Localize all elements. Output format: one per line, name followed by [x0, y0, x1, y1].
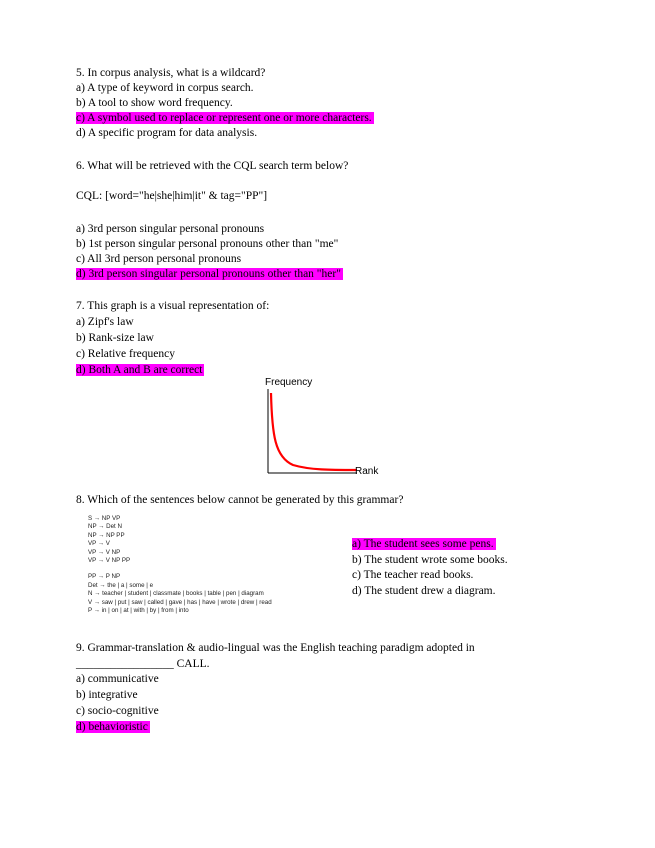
q8-question: 8. Which of the sentences below cannot be generated by this grammar?: [76, 494, 404, 506]
grammar-rule: S → NP VP: [88, 515, 121, 522]
q9-option-b: b) integrative: [76, 689, 138, 701]
zipf-graph: [255, 375, 395, 480]
q9-blank-line: _________________ CALL.: [76, 658, 210, 670]
grammar-rules: [88, 515, 333, 615]
grammar-rule: NP → Det N: [88, 523, 122, 531]
q9-option-a: a) communicative: [76, 673, 159, 685]
q6-question: 6. What will be retrieved with the CQL search term below?: [76, 160, 349, 172]
q5-option-b: b) A tool to show word frequency.: [76, 97, 233, 109]
q5-option-a: a) A type of keyword in corpus search.: [76, 82, 254, 94]
grammar-rule: VP → V NP PP: [88, 557, 131, 565]
grammar-rule: Det → the | a | some | e: [88, 581, 154, 589]
graph-y-label: Frequency: [265, 377, 313, 388]
q9-question: 9. Grammar-translation & audio-lingual was the English teaching paradigm adopted in: [76, 642, 475, 654]
q5-option-c: c) A symbol used to replace or represent one or more characters.: [76, 112, 372, 124]
q5-option-d: d) A specific program for data analysis.: [76, 127, 258, 139]
q6-option-d: d) 3rd person singular personal pronouns other than "her": [76, 268, 341, 280]
grammar-rule: NP → NP PP: [88, 531, 125, 539]
grammar-rule: VP → V: [88, 540, 110, 548]
q6-option-b: b) 1st person singular personal pronouns other than "me": [76, 238, 339, 250]
q7-option-b: b) Rank-size law: [76, 332, 154, 344]
grammar-rule: VP → V NP: [88, 548, 121, 556]
graph-x-label: Rank: [355, 466, 379, 477]
q8-option-b: b) The student wrote some books.: [352, 553, 508, 566]
q7-option-d: d) Both A and B are correct: [76, 364, 203, 376]
q8-option-d: d) The student drew a diagram.: [352, 584, 496, 597]
q8-option-a: a) The student sees some pens.: [352, 538, 494, 550]
q9-option-c: c) socio-cognitive: [76, 705, 159, 717]
grammar-gap: [88, 565, 333, 573]
q6-cql: CQL: [word="he|she|him|it" & tag="PP"]: [76, 190, 268, 202]
grammar-rule: P → in | on | at | with | by | from | into: [88, 607, 189, 615]
grammar-rule: V → saw | put | saw | called | gave | has | have | wrote | drew | read: [88, 598, 272, 606]
q9-option-d: d) behavioristic: [76, 721, 148, 733]
q7-question: 7. This graph is a visual representation of:: [76, 300, 270, 312]
q6-option-c: c) All 3rd person personal pronouns: [76, 253, 242, 265]
graph-curve: [271, 393, 357, 470]
q7-option-c: c) Relative frequency: [76, 348, 175, 360]
q8-option-c: c) The teacher read books.: [352, 569, 474, 581]
q5-question: 5. In corpus analysis, what is a wildcard?: [76, 67, 266, 79]
q7-option-a: a) Zipf's law: [76, 316, 134, 328]
grammar-rule: PP → P NP: [88, 573, 121, 581]
grammar-rule: N → teacher | student | classmate | books | table | pen | diagram: [88, 590, 264, 598]
q6-option-a: a) 3rd person singular personal pronouns: [76, 223, 265, 235]
q8-options: [352, 537, 508, 599]
